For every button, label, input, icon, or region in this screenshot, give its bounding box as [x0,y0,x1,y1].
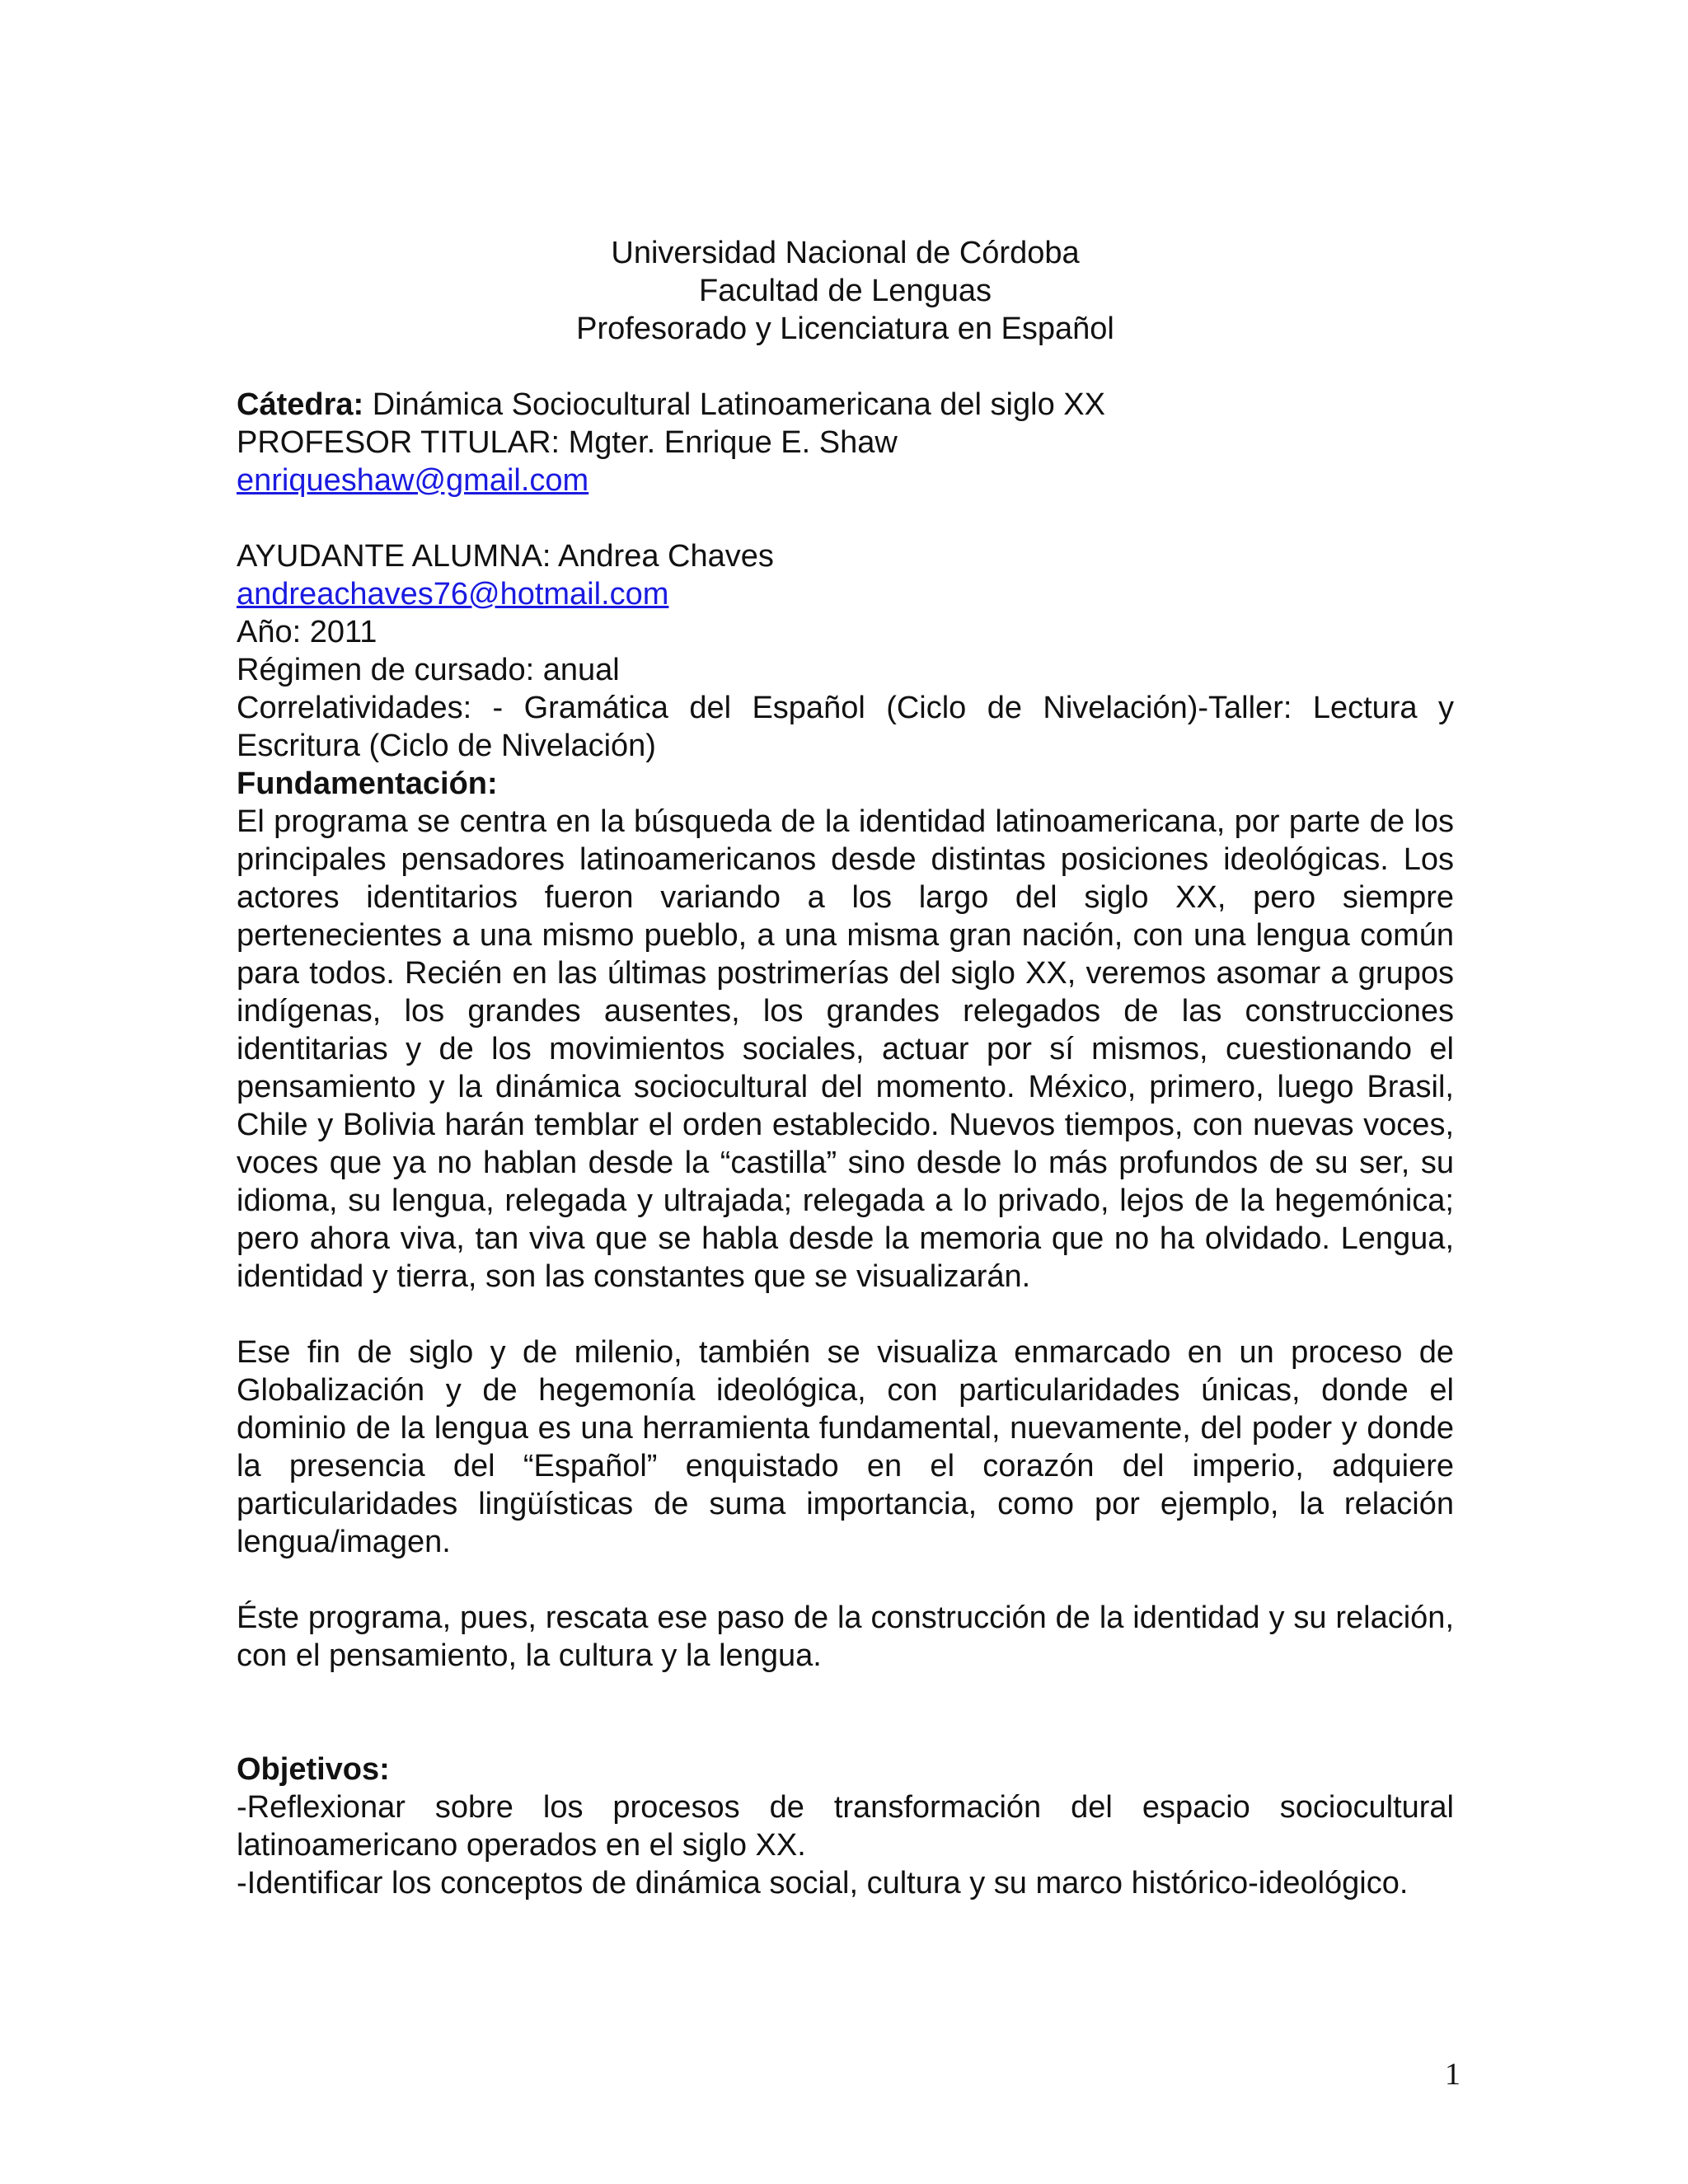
university-name: Universidad Nacional de Córdoba [611,236,1080,270]
spacer [237,1296,1454,1333]
professor-line: PROFESOR TITULAR: Mgter. Enrique E. Shaw [237,425,898,460]
assistant-email-link[interactable]: andreachaves76@hotmail.com [237,577,669,612]
objetivo-item-1: -Reflexionar sobre los procesos de transformación del espacio sociocultural latinoamericano operados en el siglo XX. [237,1790,1454,1863]
catedra-line [237,386,1454,424]
spacer [237,1561,1454,1599]
catedra-label: Cátedra: [237,387,364,422]
catedra-value: Dinámica Sociocultural Latinoamericana del siglo XX [363,387,1105,422]
fundamentacion-paragraph-2: Ese fin de siglo y de milenio, también se visualiza enmarcado en un proceso de Globalización y de hegemonía ideológica, con particularidades únicas, donde el dominio de la lengua es una herramienta fundamental, nuevamente, del poder y donde la presencia del “Español” enquistado en el corazón del imperio, adquiere particularidades lingüísticas de suma importancia, como por ejemplo, la relación lengua/imagen. [237,1335,1454,1559]
spacer [237,1675,1454,1750]
fundamentacion-paragraph-1: El programa se centra en la búsqueda de la identidad latinoamericana, por parte de los principales pensadores latinoamericanos desde distintas posiciones ideológicas. Los actores identitarios fueron variando a los largo del siglo XX, pero siempre pertenecientes a una mismo pueblo, a una misma gran nación, con una lengua común para todos. Recién en las últimas postrimerías del siglo XX, veremos asomar a grupos indígenas, los grandes ausentes, los grandes relegados de las construcciones identitarias y de los movimientos sociales, actuar por sí mismos, cuestionando el pensamiento y la dinámica sociocultural del momento. México, primero, luego Brasil, Chile y Bolivia harán temblar el orden establecido. Nuevos tiempos, con nuevas voces, voces que ya no hablan desde la “castilla” sino desde lo más profundos de su ser, su idioma, su lengua, relegada y ultrajada; relegada a lo privado, lejos de la hegemónica; pero ahora viva, tan viva que se habla desde la memoria que no ha olvidado. Lengua, identidad y tierra, son las constantes que se visualizarán. [237,804,1454,1294]
regime-line: Régimen de cursado: anual [237,653,620,687]
document-content [237,234,1454,1902]
year-line: Año: 2011 [237,615,377,649]
page-number: 1 [1445,2057,1461,2092]
objetivos-heading: Objetivos: [237,1752,390,1787]
fundamentacion-heading: Fundamentación: [237,766,498,801]
assistant-line: AYUDANTE ALUMNA: Andrea Chaves [237,539,774,574]
faculty-name: Facultad de Lenguas [699,274,992,308]
spacer [237,499,1454,537]
program-name: Profesorado y Licenciatura en Español [576,312,1114,346]
document-header [237,234,1454,348]
professor-email-link[interactable]: enriqueshaw@gmail.com [237,463,589,498]
fundamentacion-paragraph-3: Éste programa, pues, rescata ese paso de la construcción de la identidad y su relación, con el pensamiento, la cultura y la lengua. [237,1601,1454,1673]
objetivo-item-2: -Identificar los conceptos de dinámica social, cultura y su marco histórico-ideológico. [237,1866,1409,1900]
correlatives-line: Correlatividades: - Gramática del Español (Ciclo de Nivelación)-Taller: Lectura y Escritura (Ciclo de Nivelación) [237,691,1454,763]
